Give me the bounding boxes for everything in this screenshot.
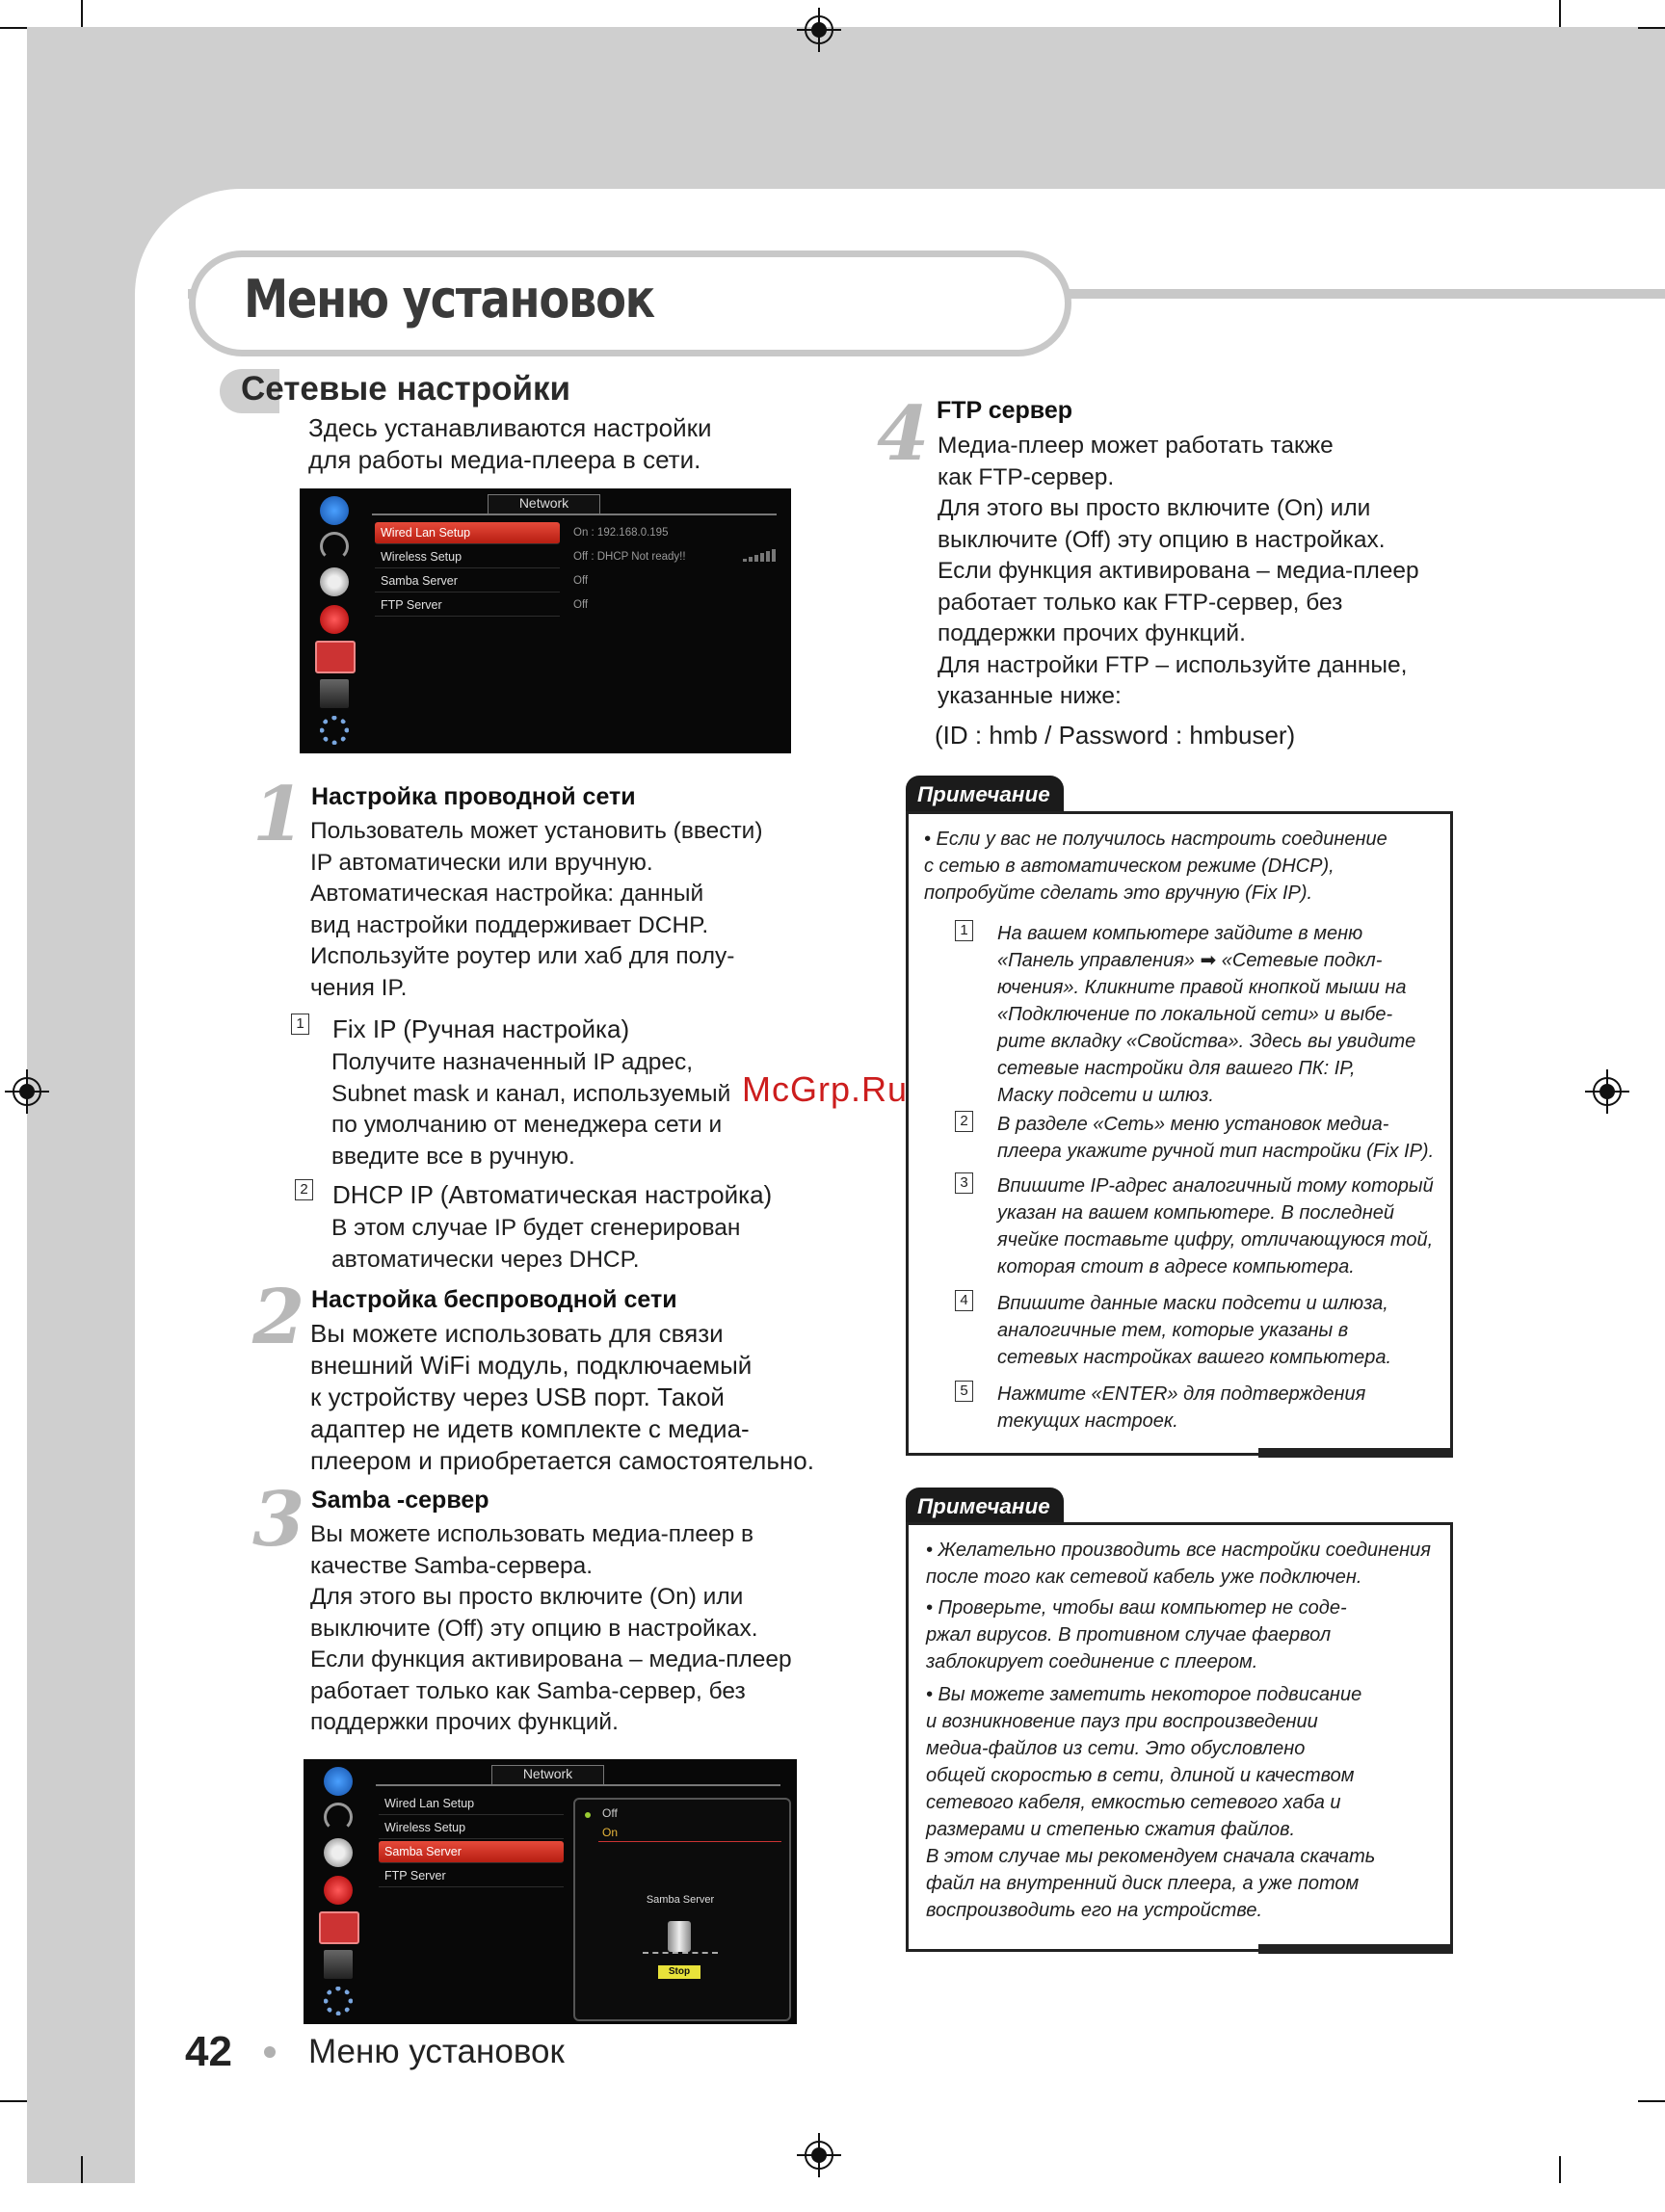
headphones-icon (324, 1803, 353, 1831)
item-heading: Samba -сервер (311, 1487, 489, 1514)
value-wired-lan: On : 192.168.0.195 (573, 527, 669, 539)
crop-mark (0, 27, 27, 29)
crop-mark (1559, 2156, 1561, 2183)
item-heading: Настройка проводной сети (311, 783, 636, 810)
crop-mark (1559, 0, 1561, 27)
note-step-number: 5 (955, 1381, 973, 1402)
ftp-credentials: (ID : hmb / Password : hmbuser) (935, 721, 1296, 750)
samba-panel-title: Samba Server (646, 1894, 715, 1906)
option-on: On (602, 1826, 619, 1839)
note-intro: • Если у вас не получилось настроить соединение с сетью в автоматическом режиме (DHCP), попробуйте сделать это вручную (Fix IP). (924, 829, 1388, 904)
server-base (643, 1952, 718, 1956)
step-number: 2 (252, 1274, 305, 1361)
record-icon (324, 1876, 353, 1905)
note-step-number: 2 (955, 1111, 973, 1132)
film-reel-icon (324, 1838, 353, 1867)
note-bullet: • Проверьте, чтобы ваш компьютер не соде- ржал вирусов. В противном случае фаервол заблокирует соединение с плеером. (926, 1597, 1347, 1672)
note-label: Примечание (906, 776, 1064, 812)
note-bullet: • Желательно производить все настройки соединения после того как сетевой кабель уже подключен. (926, 1540, 1431, 1588)
sub-body: В этом случае IP будет сгенерирован автоматически через DHCP. (331, 1215, 741, 1273)
crop-mark (1638, 2100, 1665, 2102)
network-icon (315, 641, 356, 673)
footer-bullet (264, 2046, 276, 2058)
tv-icon (320, 496, 349, 525)
sub-body: Получите назначенный IP адрес, Subnet mask и канал, используемый по умолчанию от менеджера сети и введите все в ручную. (331, 1049, 731, 1170)
menu-sidebar (309, 1759, 356, 2024)
sub-heading: Fix IP (Ручная настройка) (332, 1014, 630, 1043)
note-bullet: • Вы можете заметить некоторое подвисание и возникновение пауз при воспроизведении медиа-файлов из сети. Это обусловлено общей скоростью в сети, длиной и качеством сетевого кабеля, емкостью сетевого хаба и размерами и степенью сжатия файлов. В этом случае мы рекомендуем сначала скачать файл на внутренний диск плеера, а уже потом воспроизводить его на устройстве. (926, 1684, 1376, 1921)
note-step-text: Нажмите «ENTER» для подтверждения текущих настроек. (997, 1383, 1366, 1432)
sub-heading: DHCP IP (Автоматическая настройка) (332, 1180, 773, 1209)
item-heading: Настройка беспроводной сети (311, 1286, 677, 1313)
menu-item-wireless: Wireless Setup (379, 1817, 564, 1839)
note-step-text: Впишите IP-адрес аналогичный тому который указан на вашем компьютере. В последней ячейке поставьте цифру, отличающуюся той, которая стоит в адресе компьютера. (997, 1175, 1434, 1277)
stop-button: Stop (658, 1965, 700, 1979)
network-menu-screenshot (300, 488, 791, 753)
item-heading: FTP сервер (937, 397, 1073, 424)
signal-strength-icon (743, 548, 780, 562)
item-body: Медиа-плеер может работать также как FTP-сервер. Для этого вы просто включите (On) или выключите (Off) эту опцию в настройках. Если функция активирована – медиа-плеер работает только как FTP-сервер, без поддержки прочих функций. Для настройки FTP – используйте данные, указанные ниже: (938, 433, 1419, 709)
selected-dot-icon (585, 1812, 591, 1818)
registration-mark-icon (5, 1069, 49, 1114)
note-step-number: 4 (955, 1290, 973, 1311)
tab-network: Network (488, 494, 600, 514)
note-shadow (1258, 1944, 1453, 1954)
sub-number: 1 (291, 1014, 309, 1035)
page-title-pill (189, 250, 1071, 356)
menu-item-wireless: Wireless Setup (375, 546, 560, 568)
watermark-text: McGrp.Ru (742, 1069, 909, 1109)
step-number: 4 (877, 390, 930, 478)
record-icon (320, 605, 349, 634)
note-step-text: Впишите данные маски подсети и шлюза, аналогичные тем, которые указаны в сетевых настройках вашего компьютера. (997, 1293, 1392, 1368)
page-title: Меню установок (244, 269, 654, 329)
step-number: 1 (252, 771, 305, 858)
headphones-icon (320, 532, 349, 561)
menu-item-wired-lan: Wired Lan Setup (375, 522, 560, 544)
menu-item-samba: Samba Server (375, 570, 560, 592)
settings-gear-icon (324, 1987, 353, 2015)
settings-gear-icon (320, 716, 349, 745)
value-wireless: Off : DHCP Not ready!! (573, 551, 686, 563)
display-icon (320, 679, 349, 708)
page-number: 42 (185, 2028, 232, 2075)
note-box (906, 1522, 1453, 1952)
value-samba: Off (573, 575, 589, 587)
note-step-number: 1 (955, 920, 973, 941)
crop-mark (81, 0, 83, 27)
note-step-text: В разделе «Сеть» меню установок медиа- плеера укажите ручной тип настройки (Fix IP). (997, 1114, 1435, 1162)
section-title: Сетевые настройки (241, 370, 571, 408)
tab-network: Network (491, 1765, 604, 1785)
item-body: Пользователь может установить (ввести) IP автоматически или вручную. Автоматическая настройка: данный вид настройки поддерживает DCHP. Используйте роутер или хаб для полу- чения IP. (310, 818, 763, 1001)
value-ftp: Off (573, 599, 589, 611)
server-icon (668, 1921, 691, 1952)
menu-item-samba: Samba Server (379, 1841, 564, 1863)
step-number: 3 (252, 1476, 305, 1564)
note-box (906, 811, 1453, 1456)
film-reel-icon (320, 567, 349, 596)
option-off: Off (602, 1806, 618, 1820)
registration-mark-icon (797, 8, 841, 52)
menu-item-ftp: FTP Server (375, 594, 560, 617)
crop-mark (0, 2100, 27, 2102)
network-icon (319, 1911, 359, 1944)
menu-sidebar (305, 488, 352, 753)
tab-divider (372, 514, 777, 515)
note-label: Примечание (906, 1488, 1064, 1524)
tab-divider (376, 1784, 780, 1786)
sub-number: 2 (295, 1179, 313, 1200)
crop-mark (1638, 27, 1665, 29)
section-intro: Здесь устанавливаются настройки для работы медиа-плеера в сети. (308, 413, 712, 474)
registration-mark-icon (1585, 1069, 1629, 1114)
note-step-number: 3 (955, 1172, 973, 1194)
crop-mark (81, 2156, 83, 2183)
note-step-text: На вашем компьютере зайдите в меню «Панель управления» ➡ «Сетевые подкл- ючения». Кликните правой кнопкой мыши на «Подключение по локальной сети» и выбе- рите вкладку «Свойства». Здесь вы увидите сетевые настройки для вашего ПК: IP, Маску подсети и шлюз. (997, 923, 1416, 1106)
option-divider (598, 1841, 781, 1842)
samba-server-screenshot (304, 1759, 797, 2024)
registration-mark-icon (797, 2133, 841, 2177)
tv-icon (324, 1767, 353, 1796)
footer-label: Меню установок (308, 2033, 565, 2070)
menu-item-ftp: FTP Server (379, 1865, 564, 1887)
item-body: Вы можете использовать для связи внешний WiFi модуль, подключаемый к устройству через USB порт. Такой адаптер не идетв комплекте с медиа- плеером и приобретается самостоятельно. (310, 1319, 814, 1475)
samba-option-panel (573, 1798, 791, 2021)
menu-item-wired-lan: Wired Lan Setup (379, 1793, 564, 1815)
note-shadow (1258, 1448, 1453, 1458)
item-body: Вы можете использовать медиа-плеер в качестве Samba-сервера. Для этого вы просто включите (On) или выключите (Off) эту опцию в настройках. Если функция активирована – медиа-плеер работает только как Samba-сервер, без поддержки прочих функций. (310, 1521, 792, 1735)
display-icon (324, 1950, 353, 1979)
